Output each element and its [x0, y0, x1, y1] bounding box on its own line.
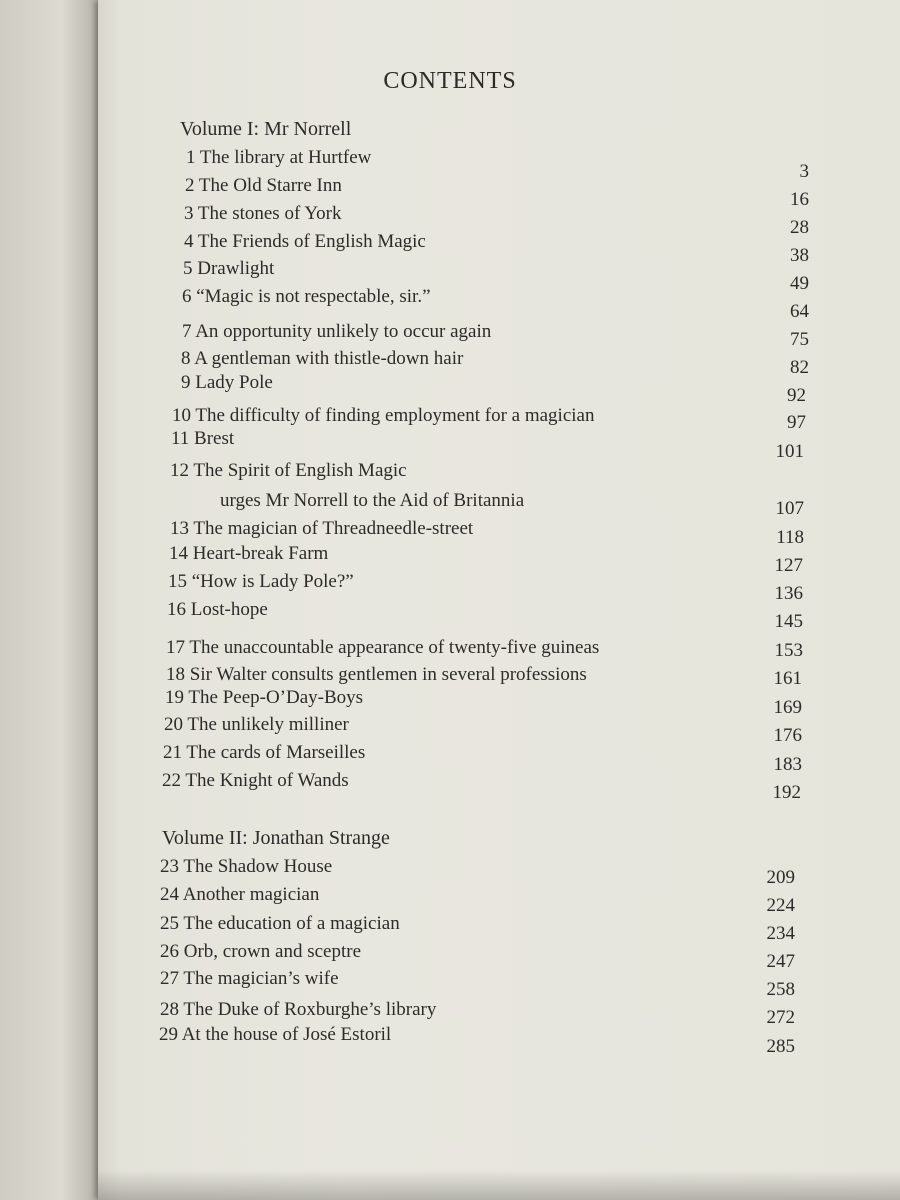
chapter-page-number: 272 [766, 1007, 795, 1028]
chapter-title: 16 Lost-hope [167, 599, 268, 620]
chapter-page-number: 28 [790, 217, 809, 238]
chapter-page-number: 97 [787, 412, 806, 433]
chapter-page-number: 161 [773, 668, 802, 689]
chapter-page-number: 82 [790, 357, 809, 378]
chapter-title: 10 The difficulty of finding employment for a magician [172, 405, 595, 426]
chapter-title: 12 The Spirit of English Magic [170, 460, 407, 481]
chapter-page-number: 224 [766, 895, 795, 916]
chapter-page-number: 183 [773, 754, 802, 775]
chapter-title: 13 The magician of Threadneedle-street [170, 518, 474, 539]
chapter-title: 29 At the house of José Estoril [159, 1024, 392, 1045]
chapter-title: 3 The stones of York [184, 203, 342, 224]
chapter-title: 18 Sir Walter consults gentlemen in several professions [166, 664, 587, 685]
chapter-title: 21 The cards of Marseilles [163, 742, 366, 763]
chapter-title: 19 The Peep-O’Day-Boys [165, 687, 364, 708]
chapter-title: 17 The unaccountable appearance of twenty-five guineas [166, 637, 600, 658]
chapter-title: 11 Brest [171, 428, 235, 449]
chapter-title: 2 The Old Starre Inn [185, 175, 342, 196]
chapter-page-number: 49 [790, 273, 809, 294]
chapter-title: 7 An opportunity unlikely to occur again [182, 321, 492, 342]
volume-1-title: Volume I: Mr Norrell [180, 118, 352, 140]
chapter-page-number: 127 [774, 555, 803, 576]
chapter-title: 27 The magician’s wife [160, 968, 339, 989]
chapter-page-number: 3 [799, 161, 809, 182]
chapter-page-number: 64 [790, 301, 809, 322]
chapter-page-number: 16 [790, 189, 809, 210]
chapter-page-number: 75 [790, 329, 809, 350]
chapter-title: 5 Drawlight [183, 258, 275, 279]
contents-heading: CONTENTS [383, 68, 517, 94]
chapter-title: 28 The Duke of Roxburghe’s library [160, 999, 437, 1020]
page-bottom-shadow [98, 1170, 900, 1200]
chapter-page-number: 169 [773, 697, 802, 718]
left-page-edge [0, 0, 112, 1200]
chapter-title: 22 The Knight of Wands [162, 770, 349, 791]
chapter-title: 8 A gentleman with thistle-down hair [181, 348, 464, 369]
chapter-page-number: 136 [774, 583, 803, 604]
chapter-page-number: 258 [766, 979, 795, 1000]
chapter-page-number: 118 [776, 527, 804, 548]
chapter-title: 1 The library at Hurtfew [186, 147, 372, 168]
chapter-title: 25 The education of a magician [160, 913, 400, 934]
chapter-title: 26 Orb, crown and sceptre [160, 941, 362, 962]
chapter-page-number: 38 [790, 245, 809, 266]
chapter-page-number: 107 [775, 498, 804, 519]
chapter-page-number: 176 [773, 725, 802, 746]
chapter-title: 14 Heart-break Farm [169, 543, 329, 564]
chapter-page-number: 192 [772, 782, 801, 803]
chapter-page-number: 145 [774, 611, 803, 632]
chapter-page-number: 209 [766, 867, 795, 888]
chapter-page-number: 285 [766, 1036, 795, 1057]
chapter-title: 15 “How is Lady Pole?” [168, 571, 354, 592]
chapter-page-number: 101 [775, 441, 804, 462]
chapter-title: 4 The Friends of English Magic [184, 231, 426, 252]
chapter-title: 20 The unlikely milliner [164, 714, 349, 735]
chapter-page-number: 234 [766, 923, 795, 944]
chapter-title: 24 Another magician [160, 884, 320, 905]
chapter-page-number: 92 [787, 385, 806, 406]
chapter-title-continued: urges Mr Norrell to the Aid of Britannia [220, 490, 525, 511]
chapter-page-number: 153 [774, 640, 803, 661]
chapter-title: 23 The Shadow House [160, 856, 333, 877]
chapter-title: 6 “Magic is not respectable, sir.” [182, 286, 431, 307]
volume-2-title: Volume II: Jonathan Strange [162, 827, 390, 849]
chapter-page-number: 247 [766, 951, 795, 972]
chapter-title: 9 Lady Pole [181, 372, 273, 393]
